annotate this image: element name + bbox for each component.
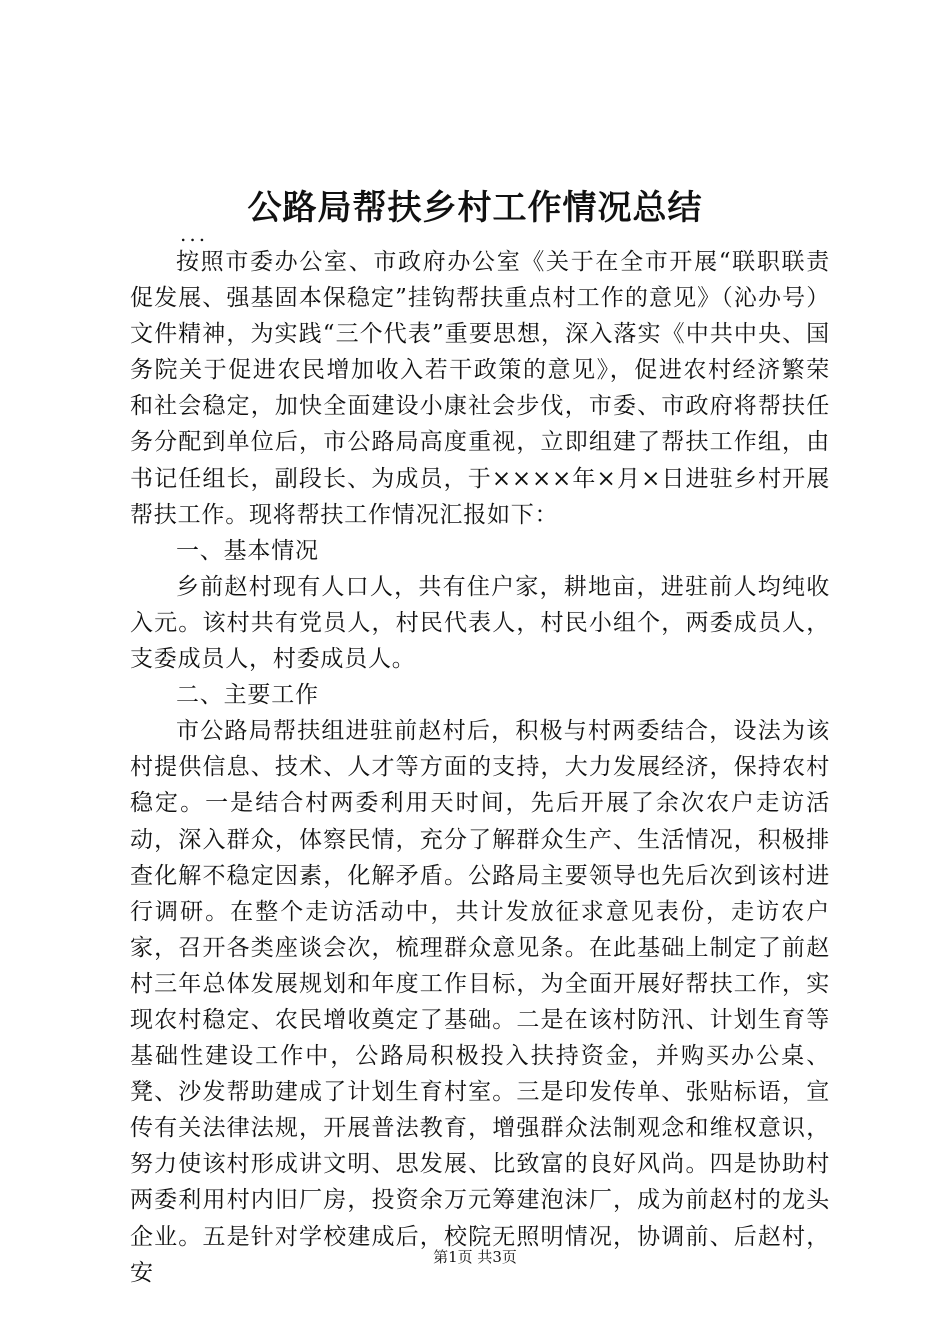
section-heading-main-work: 二、主要工作 [176, 682, 319, 709]
basic-situation-paragraph: 乡前赵村现有人口人，共有住户家，耕地亩，进驻前人均纯收入元。该村共有党员人，村民代表人，村民小组个，两委成员人，支委成员人，村委成员人。 [130, 573, 830, 673]
main-work-paragraph: 市公路局帮扶组进驻前赵村后，积极与村两委结合，设法为该村提供信息、技术、人才等方面的支持，大力发展经济，保持农村稳定。一是结合村两委利用天时间，先后开展了余次农户走访活动，深入群众，体察民情，充分了解群众生产、生活情况，积极排查化解不稳定因素，化解矛盾。公路局主要领导也先后次到该村进行调研。在整个走访活动中，共计发放征求意见表份，走访农户家，召开各类座谈会次，梳理群众意见条。在此基础上制定了前赵村三年总体发展规划和年度工作目标，为全面开展好帮扶工作，实现农村稳定、农民增收奠定了基础。二是在该村防汛、计划生育等基础性建设工作中，公路局积极投入扶持资金，并购买办公桌、凳、沙发帮助建成了计划生育村室。三是印发传单、张贴标语，宣传有关法律法规，开展普法教育，增强群众法制观念和维权意识，努力使该村形成讲文明、思发展、比致富的良好风尚。四是协助村两委利用村内旧厂房，投资余万元筹建泡沫厂，成为前赵村的龙头企业。五是针对学校建成后，校院无照明情况，协调前、后赵村，安 [130, 718, 830, 1286]
section-heading-basic-situation: 一、基本情况 [176, 537, 319, 564]
ellipsis-marker: ... [180, 222, 209, 246]
document-title: 公路局帮扶乡村工作情况总结 [247, 188, 703, 228]
intro-paragraph: 按照市委办公室、市政府办公室《关于在全市开展“联职联责促发展、强基固本保稳定”挂钩帮扶重点村工作的意见》（沁办号）文件精神，为实践“三个代表”重要思想，深入落实《中共中央、国务院关于促进农民增加收入若干政策的意见》，促进农村经济繁荣和社会稳定，加快全面建设小康社会步伐，市委、市政府将帮扶任务分配到单位后，市公路局高度重视，立即组建了帮扶工作组，由书记任组长，副段长、为成员，于××××年×月×日进驻乡村开展帮扶工作。现将帮扶工作情况汇报如下： [130, 249, 830, 528]
page-footer: 第1页 共3页 [433, 1248, 517, 1266]
document-body [130, 244, 830, 1291]
